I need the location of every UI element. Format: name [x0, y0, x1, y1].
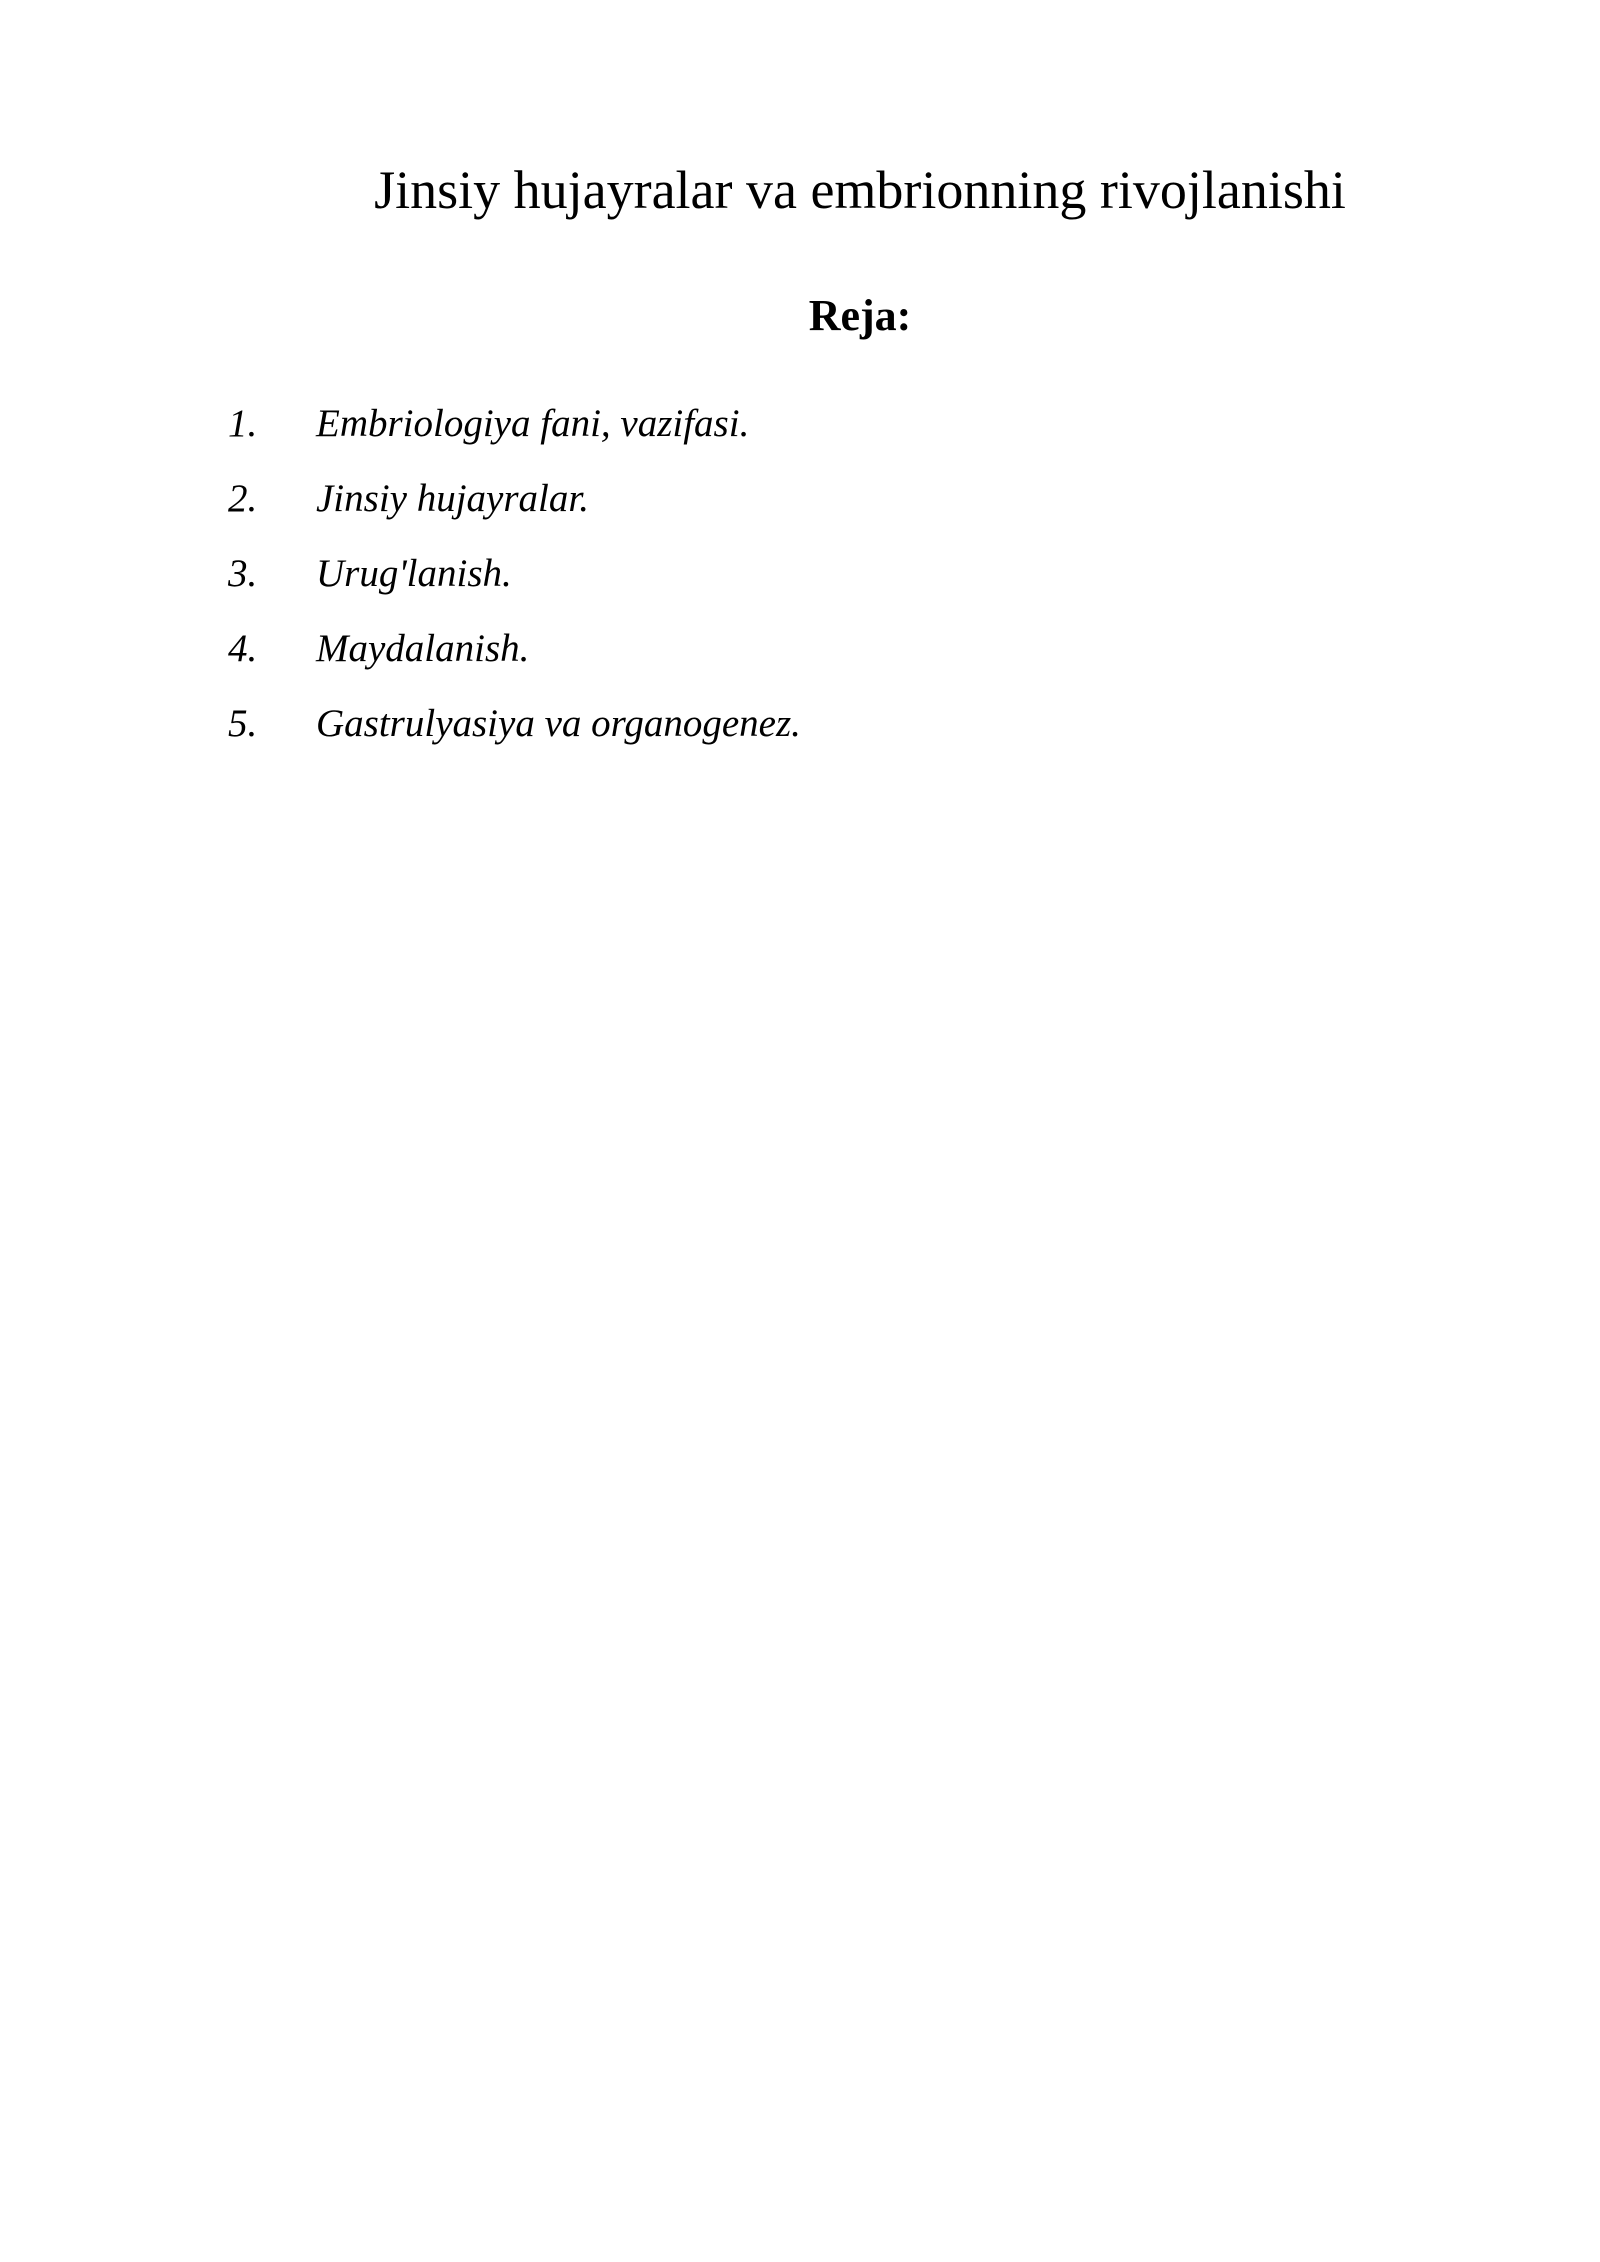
plan-item-text: Urug'lanish.	[316, 552, 512, 595]
plan-item-text: Embriologiya fani, vazifasi.	[316, 402, 750, 445]
plan-item-text: Gastrulyasiya va organogenez.	[316, 702, 801, 745]
plan-item-number: 3.	[228, 552, 258, 595]
plan-item-number: 2.	[228, 477, 258, 520]
plan-item-number: 4.	[228, 627, 258, 670]
plan-item-text: Maydalanish.	[316, 627, 530, 670]
document-title: Jinsiy hujayralar va embrionning rivojlanishi	[374, 160, 1346, 220]
plan-item-number: 5.	[228, 702, 258, 745]
plan-item-text: Jinsiy hujayralar.	[316, 477, 589, 520]
plan-heading: Reja:	[808, 291, 912, 340]
plan-item-number: 1.	[228, 402, 258, 445]
